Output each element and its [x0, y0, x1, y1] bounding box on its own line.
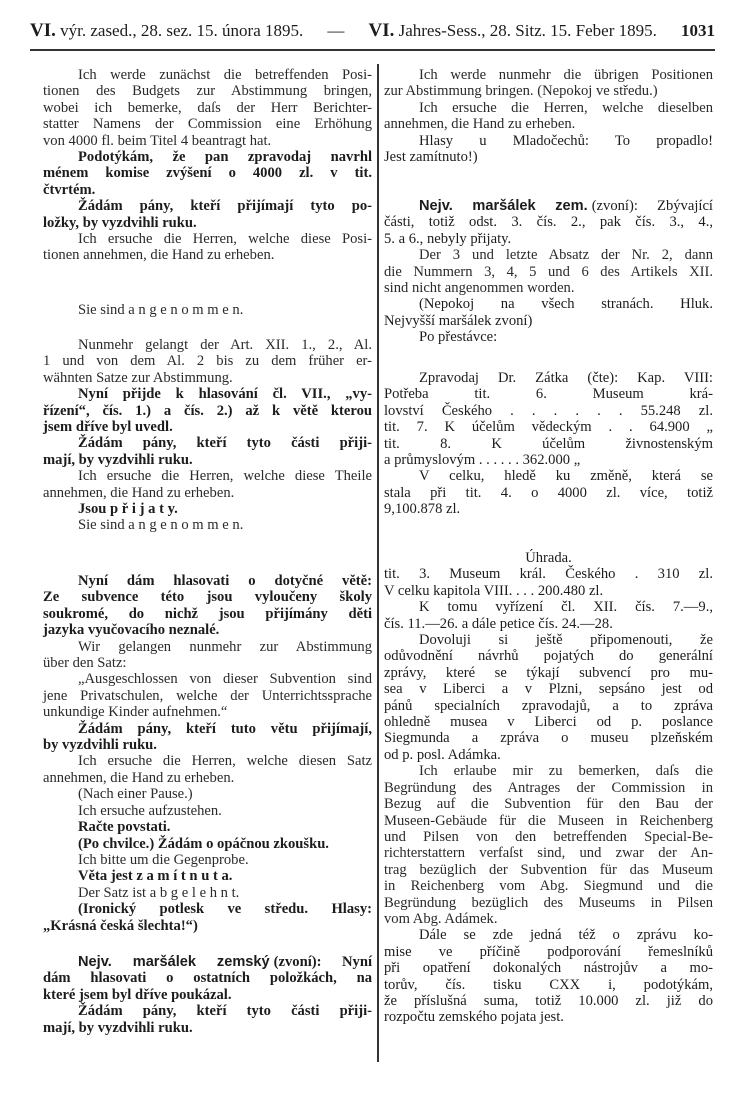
text-line: Siegmunda a zpráva o museu plzeňském	[384, 730, 713, 747]
paragraph	[43, 803, 372, 819]
text-line: sea v Liberci a v Plzni, sepsáno jest od	[384, 681, 713, 698]
right-column-section-3	[384, 370, 713, 518]
text-line: Wir gelangen nunmehr zur Abstimmung	[78, 638, 372, 655]
text-line: Dále se zde jedná též o zprávu ko-	[419, 927, 713, 944]
text-line: Museen-Gebäude für die Museen in Reichenberg	[384, 812, 713, 829]
text-line: od p. posl. Adámka.	[384, 746, 501, 763]
text-line: wähnten Satze zur Abstimmung.	[43, 369, 233, 386]
text-line: soukromé, do nichž jsou přijímány děti	[43, 605, 372, 622]
text-line: die Nummern 3, 4, 5 und 6 des Artikels XII.	[384, 263, 713, 280]
text-line: (Po chvilce.) Žádám o opáčnou zkoušku.	[78, 835, 329, 852]
text-line: Žádám pány, kteří tyto části přiji-	[78, 1003, 372, 1020]
text-line: ložky, by vyzdvihli ruku.	[43, 214, 197, 231]
running-header	[30, 20, 715, 42]
text-line: čtvrtém.	[43, 181, 96, 198]
text-line: (Nach einer Pause.)	[78, 786, 193, 803]
header-czech-text: výr. zased., 28. sez. 15. února 1895.	[60, 21, 304, 40]
text-line: ménem komise zvýšení o 4000 zl. v tit.	[43, 165, 372, 182]
paragraph	[43, 671, 372, 720]
paragraph	[43, 517, 372, 533]
text-line: jazyka vyučovacího neznalé.	[43, 622, 220, 639]
text-line: jsem dříve byl uvedl.	[43, 419, 173, 436]
text-line: K tomu vyřízení čl. XII. čís. 7.—9.,	[419, 599, 713, 616]
text-line: Ich bitte um die Gegenprobe.	[78, 851, 249, 868]
paragraph	[384, 329, 713, 345]
text-line: pánů specialních zpravodajů, a to zpráva	[384, 697, 713, 714]
text-line: Nyní dám hlasovati o dotyčné větě:	[78, 573, 372, 589]
text-line: Dovoluji si ještě připomenouti, že	[419, 632, 713, 649]
text-line: Po přestávce:	[419, 329, 498, 346]
text-line: Sie sind a n g e n o m m e n.	[78, 302, 244, 318]
text-line: Zpravodaj Dr. Zátka (čte): Kap. VIII:	[419, 370, 713, 386]
paragraph	[384, 247, 713, 296]
text-line: tit. 7. K účelům vědeckým . . 64.900 „	[384, 419, 713, 436]
text-line: které jsem byl dříve poukázal.	[43, 986, 232, 1003]
header-dash: —	[327, 21, 345, 40]
text-line: že příslušná suma, totiž 10.000 zl. již do	[384, 992, 713, 1009]
paragraph	[384, 550, 713, 566]
text-line: Podotýkám, že pan zpravodaj navrhl	[78, 149, 372, 166]
text-line: Žádám pány, kteří přijímají tyto po-	[78, 198, 372, 215]
text-line: (Ironický potlesk ve středu. Hlasy:	[78, 901, 372, 918]
text-line: řízení“, čís. 1.) a čís. 2.) až k větě kterou	[43, 402, 372, 419]
paragraph	[43, 885, 372, 901]
text-line: mají, by vyzdvihli ruku.	[43, 1019, 193, 1036]
left-column-section-3	[43, 337, 372, 534]
paragraph	[384, 100, 713, 133]
paragraph	[43, 786, 372, 802]
paragraph	[384, 763, 713, 927]
paragraph	[43, 67, 372, 149]
paragraph	[43, 852, 372, 868]
paragraph	[43, 836, 372, 852]
paragraph	[43, 573, 372, 639]
text-line: Nejvyšší maršálek zvoní)	[384, 312, 533, 329]
paragraph	[384, 296, 713, 329]
paragraph	[43, 149, 372, 198]
text-line: odůvodnění návrhů pojatých do generální	[384, 648, 713, 665]
left-column-section-4	[43, 573, 372, 934]
text-line: in Reichenberg vom Abg. Siegmund und die	[384, 878, 713, 895]
paragraph	[43, 1003, 372, 1036]
speaker-name: Nejv. maršálek zem.	[419, 198, 588, 214]
text-line: Věta jest z a m í t n u t a.	[78, 868, 233, 885]
text-line: richterstattern verfaſst sind, und zwar der An-	[384, 845, 713, 862]
text-line: Žádám pány, kteří tyto části přiji-	[78, 435, 372, 452]
text-line: annehmen, die Hand zu erheben.	[43, 769, 235, 786]
paragraph	[384, 566, 713, 599]
paragraph	[384, 67, 713, 100]
text-line: über den Satz:	[43, 655, 127, 672]
text-line: mají, by vyzdvihli ruku.	[43, 451, 193, 468]
right-column-section-1	[384, 67, 713, 165]
paragraph	[43, 198, 372, 231]
text-line: Nejv. maršálek zemský (zvoní): Nyní	[78, 954, 372, 970]
text-line: tit. 3. Museum král. Českého . 310 zl.	[384, 566, 713, 583]
text-line: Begründung des Antrages der Commission in	[384, 779, 713, 796]
paragraph	[43, 468, 372, 501]
text-line: torův, čís. tisku CXX i, podotýkám,	[384, 976, 713, 993]
text-line: Nejv. maršálek zem. (zvoní): Zbývající	[419, 198, 713, 214]
text-line: rozpočtu zemského pojata jest.	[384, 1009, 564, 1026]
text-line: Jest zamítnuto!)	[384, 149, 478, 166]
text-line: Nunmehr gelangt der Art. XII. 1., 2., Al.	[78, 337, 372, 353]
text-line: Ich werde nunmehr die übrigen Positionen	[419, 67, 713, 83]
text-line: by vyzdvihli ruku.	[43, 737, 157, 754]
text-line: Sie sind a n g e n o m m e n.	[78, 517, 244, 534]
paragraph	[43, 753, 372, 786]
text-line: „Ausgeschlossen von dieser Subvention sind	[78, 671, 372, 688]
text-line: Der Satz ist a b g e l e h n t.	[78, 884, 240, 901]
text-line: und Pilsen von den betreffenden Special-Be-	[384, 828, 713, 845]
text-line: Ich ersuche die Herren, welche diese Theile	[78, 468, 372, 485]
text-line: Begründung bezüglich des Museums in Pilsen	[384, 894, 713, 911]
text-line: ohledně musea v Liberci od p. poslance	[384, 714, 713, 731]
text-line: tionen des Budgets zur Abstimmung bringen,	[43, 83, 372, 100]
text-line: Der 3 und letzte Absatz der Nr. 2, dann	[419, 247, 713, 264]
column-divider	[377, 64, 379, 1062]
text-line: wobei ich bemerke, daſs der Herr Berichter-	[43, 99, 372, 116]
paragraph	[43, 819, 372, 835]
text-line: Ze subvence této jsou vyloučeny školy	[43, 589, 372, 606]
text-line: 9,100.878 zl.	[384, 501, 461, 518]
text-line: 5. a 6., nebyly přijaty.	[384, 230, 512, 247]
text-line: Ich ersuche aufzustehen.	[78, 802, 222, 819]
text-line: Račte povstati.	[78, 819, 171, 836]
text-line: dám hlasovati o ostatních položkách, na	[43, 970, 372, 987]
header-session-roman: VI.	[30, 20, 56, 41]
text-line: 1 und von dem Al. 2 bis zu dem früher er-	[43, 353, 372, 370]
right-column-section-4	[384, 550, 713, 1026]
text-line: Úhrada.	[525, 550, 572, 566]
left-column-section-1	[43, 67, 372, 264]
text-line: sind nicht angenommen worden.	[384, 280, 575, 297]
left-column-section-2	[43, 302, 372, 318]
text-line: Potřeba tit. 6. Museum krá-	[384, 386, 713, 403]
paragraph	[384, 599, 713, 632]
paragraph	[384, 632, 713, 763]
text-line: zprávy, které se týkají subvencí pro mu-	[384, 664, 713, 681]
text-line: při opatření dokonalých nástrojův a mo-	[384, 960, 713, 977]
text-line: čís. 11.—26. a dále petice čís. 24.—28.	[384, 615, 613, 632]
text-line: jene Privatschulen, welche der Unterrichtssprache	[43, 687, 372, 704]
text-line: Ich erlaube mir zu bemerken, daſs die	[419, 763, 713, 780]
paragraph	[43, 501, 372, 517]
text-line: tionen annehmen, die Hand zu erheben.	[43, 247, 275, 264]
paragraph	[384, 133, 713, 166]
text-line: části, totiž odst. 3. čís. 2., pak čís. 3., 4.,	[384, 214, 713, 231]
text-line: Žádám pány, kteří tuto větu přijímají,	[78, 720, 372, 737]
text-line: Ich ersuche die Herren, welche dieselben	[419, 99, 713, 116]
paragraph	[43, 231, 372, 264]
text-line: unkundige Kinder aufnehmen.“	[43, 704, 228, 721]
header-german	[368, 20, 656, 42]
text-line: V celku kapitola VIII. . . . 200.480 zl.	[384, 582, 604, 599]
text-line: annehmen, die Hand zu erheben.	[384, 116, 576, 133]
text-line: Ich ersuche die Herren, welche diesen Satz	[78, 753, 372, 770]
header-german-text: Jahres-Sess., 28. Sitz. 15. Feber 1895.	[398, 21, 657, 40]
paragraph	[43, 639, 372, 672]
text-line: zur Abstimmung bringen. (Nepokoj ve středu.)	[384, 83, 658, 100]
header-czech	[30, 20, 303, 42]
text-line: (Nepokoj na všech stranách. Hluk.	[419, 296, 713, 313]
header-rule	[30, 49, 715, 51]
text-line: Jsou p ř i j a t y.	[78, 501, 178, 518]
text-line: statter Namens der Commission eine Erhöhung	[43, 116, 372, 133]
paragraph	[384, 370, 713, 468]
text-line: vom Abg. Adámek.	[384, 910, 498, 927]
speaker-name: Nejv. maršálek zemský	[78, 954, 270, 970]
paragraph	[43, 868, 372, 884]
page-number: 1031	[681, 21, 715, 40]
paragraph	[43, 901, 372, 934]
paragraph	[43, 337, 372, 386]
left-column-section-5	[43, 954, 372, 1036]
paragraph	[384, 198, 713, 247]
paragraph	[43, 386, 372, 435]
text-line: tit. 8. K účelům živnostenským	[384, 435, 713, 452]
text-line: Ich werde zunächst die betreffenden Posi-	[78, 67, 372, 83]
right-column-section-2	[384, 198, 713, 346]
text-line: Ich ersuche die Herren, welche diese Posi-	[78, 231, 372, 248]
text-line: annehmen, die Hand zu erheben.	[43, 484, 235, 501]
text-line: Bezug auf die Subvention für den Bau der	[384, 796, 713, 813]
text-line: stala při tit. 4. o 4000 zl. více, totiž	[384, 484, 713, 501]
text-line: Nyní přijde k hlasování čl. VII., „vy-	[78, 386, 372, 403]
paragraph	[384, 927, 713, 1025]
header-session-roman-de: VI.	[368, 20, 395, 41]
text-line: von 4000 fl. beim Titel 4 beantragt hat.	[43, 132, 272, 149]
text-line: V celku, hledě ku změně, která se	[419, 468, 713, 485]
text-line: mise ve příčině podporování řemeslníků	[384, 943, 713, 960]
paragraph	[43, 954, 372, 1003]
paragraph	[43, 435, 372, 468]
paragraph	[384, 468, 713, 517]
paragraph	[43, 302, 372, 318]
text-line: trag bezüglich der Subvention für das Museum	[384, 861, 713, 878]
paragraph	[43, 721, 372, 754]
text-line: lovství Českého . . . . . . 55.248 zl.	[384, 402, 713, 419]
text-line: a průmyslovým . . . . . . 362.000 „	[384, 452, 581, 469]
text-line: Hlasy u Mladočechů: To propadlo!	[419, 132, 713, 149]
text-line: „Krásná česká šlechta!“)	[43, 917, 198, 934]
